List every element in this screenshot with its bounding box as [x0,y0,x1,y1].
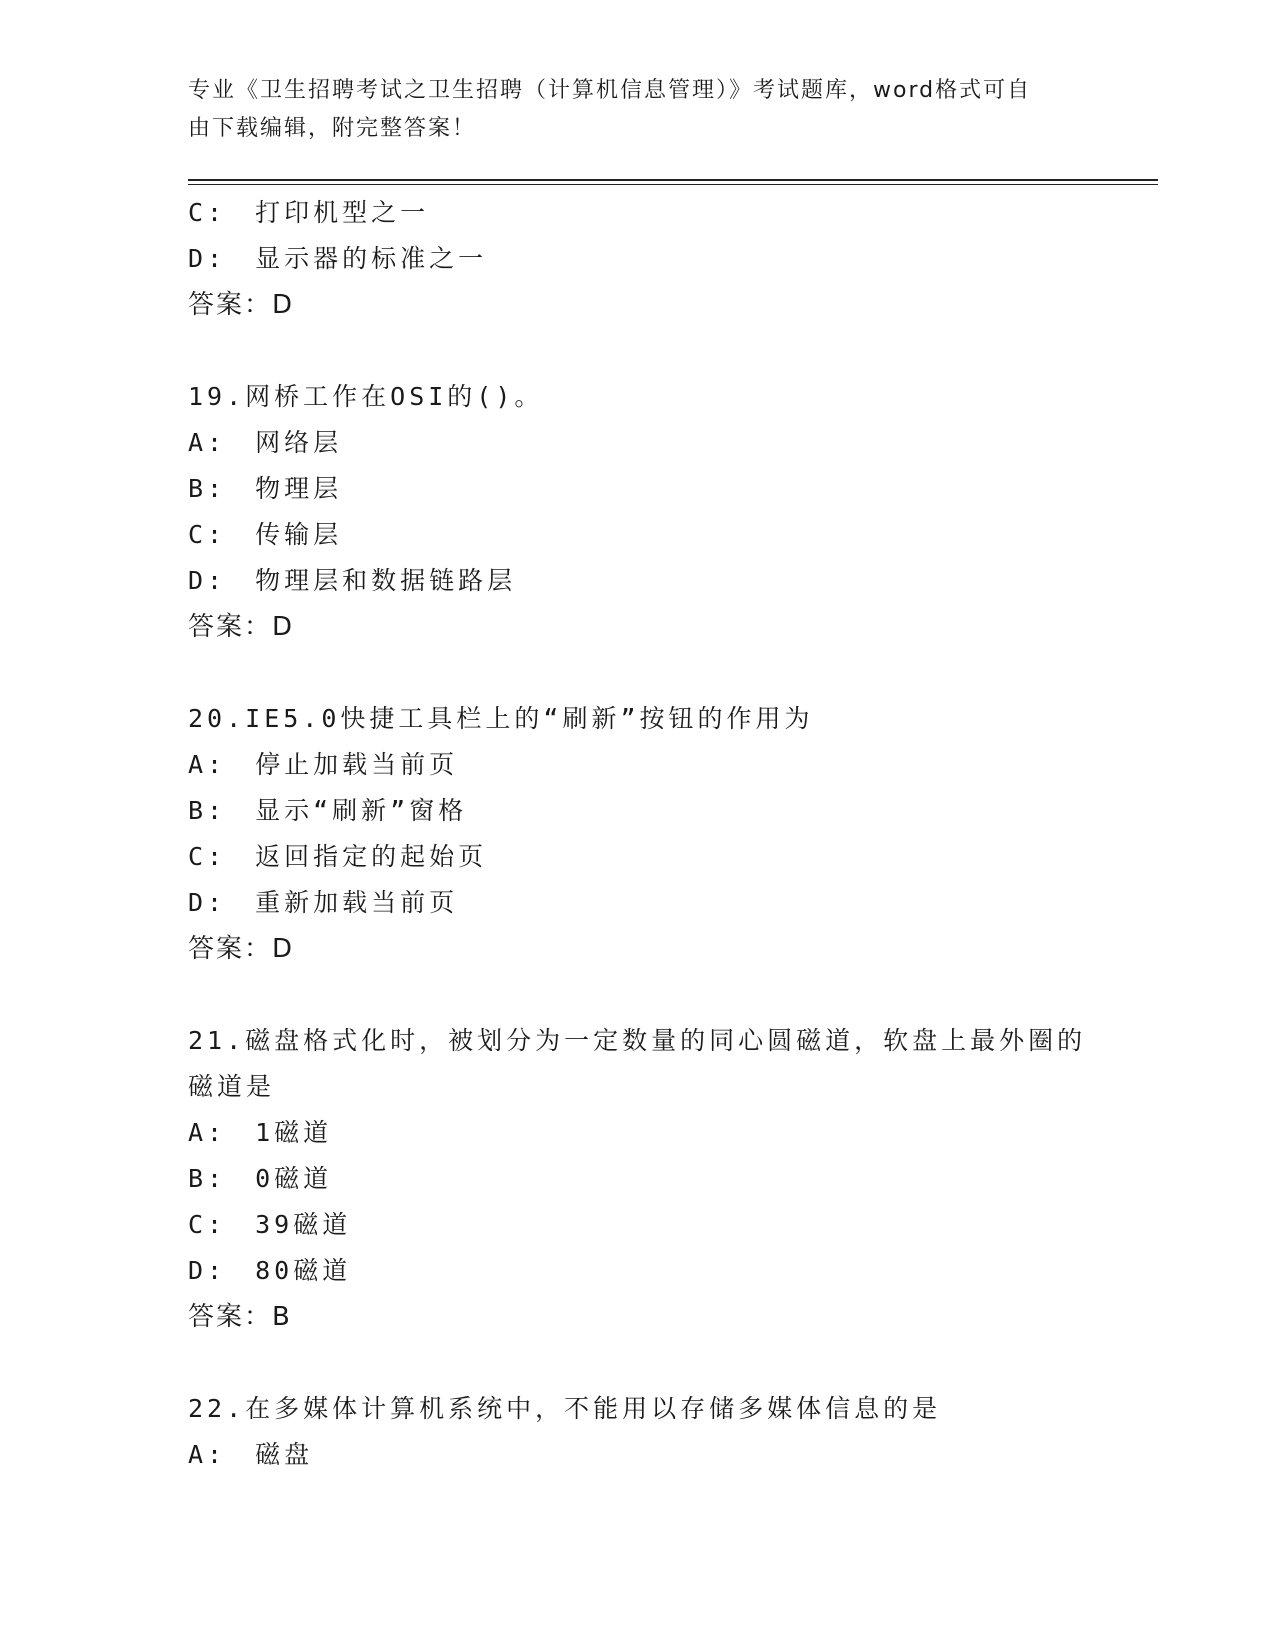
header-divider-thick [188,179,1158,181]
option-a: A: 停止加载当前页 [188,750,459,779]
spacer [188,328,1088,374]
option-c: C: 返回指定的起始页 [188,842,488,871]
question-stem: 20.IE5.0快捷工具栏上的“刷新”按钮的作用为 [188,704,814,733]
answer-line: 答案：D [188,612,295,642]
question-stem-line-2: 磁道是 [188,1072,276,1101]
question-stem: 22.在多媒体计算机系统中，不能用以存储多媒体信息的是 [188,1394,942,1423]
option-b: B: 0磁道 [188,1164,333,1193]
spacer [188,650,1088,696]
question-stem: 19.网桥工作在OSI的()。 [188,382,544,411]
question-21 [188,1018,1088,1340]
header-line-2: 由下载编辑，附完整答案！ [188,116,477,141]
spacer [188,972,1088,1018]
option-b: B: 物理层 [188,474,343,503]
header-line-1: 专业《卫生招聘考试之卫生招聘（计算机信息管理）》考试题库，word格式可自 [188,78,1032,103]
question-stem-line-1: 21.磁盘格式化时，被划分为一定数量的同心圆磁道，软盘上最外圈的 [188,1026,1087,1055]
header-divider-thin [188,184,1158,185]
option-d: D: 物理层和数据链路层 [188,566,517,595]
spacer [188,1340,1088,1386]
question-22 [188,1386,1088,1478]
option-a: A: 网络层 [188,428,343,457]
option-d: D: 重新加载当前页 [188,888,459,917]
question-list [188,190,1088,1478]
option-c: C: 打印机型之一 [188,198,430,227]
document-header [188,72,1068,148]
option-b: B: 显示“刷新”窗格 [188,796,468,825]
option-c: C: 39磁道 [188,1210,352,1239]
answer-line: 答案：D [188,934,295,964]
answer-line: 答案：B [188,1302,292,1332]
option-a: A: 磁盘 [188,1440,314,1469]
option-d: D: 显示器的标准之一 [188,244,488,273]
question-20 [188,696,1088,972]
option-d: D: 80磁道 [188,1256,352,1285]
question-19 [188,374,1088,650]
answer-line: 答案：D [188,290,295,320]
question-continued [188,190,1088,328]
option-c: C: 传输层 [188,520,343,549]
option-a: A: 1磁道 [188,1118,333,1147]
